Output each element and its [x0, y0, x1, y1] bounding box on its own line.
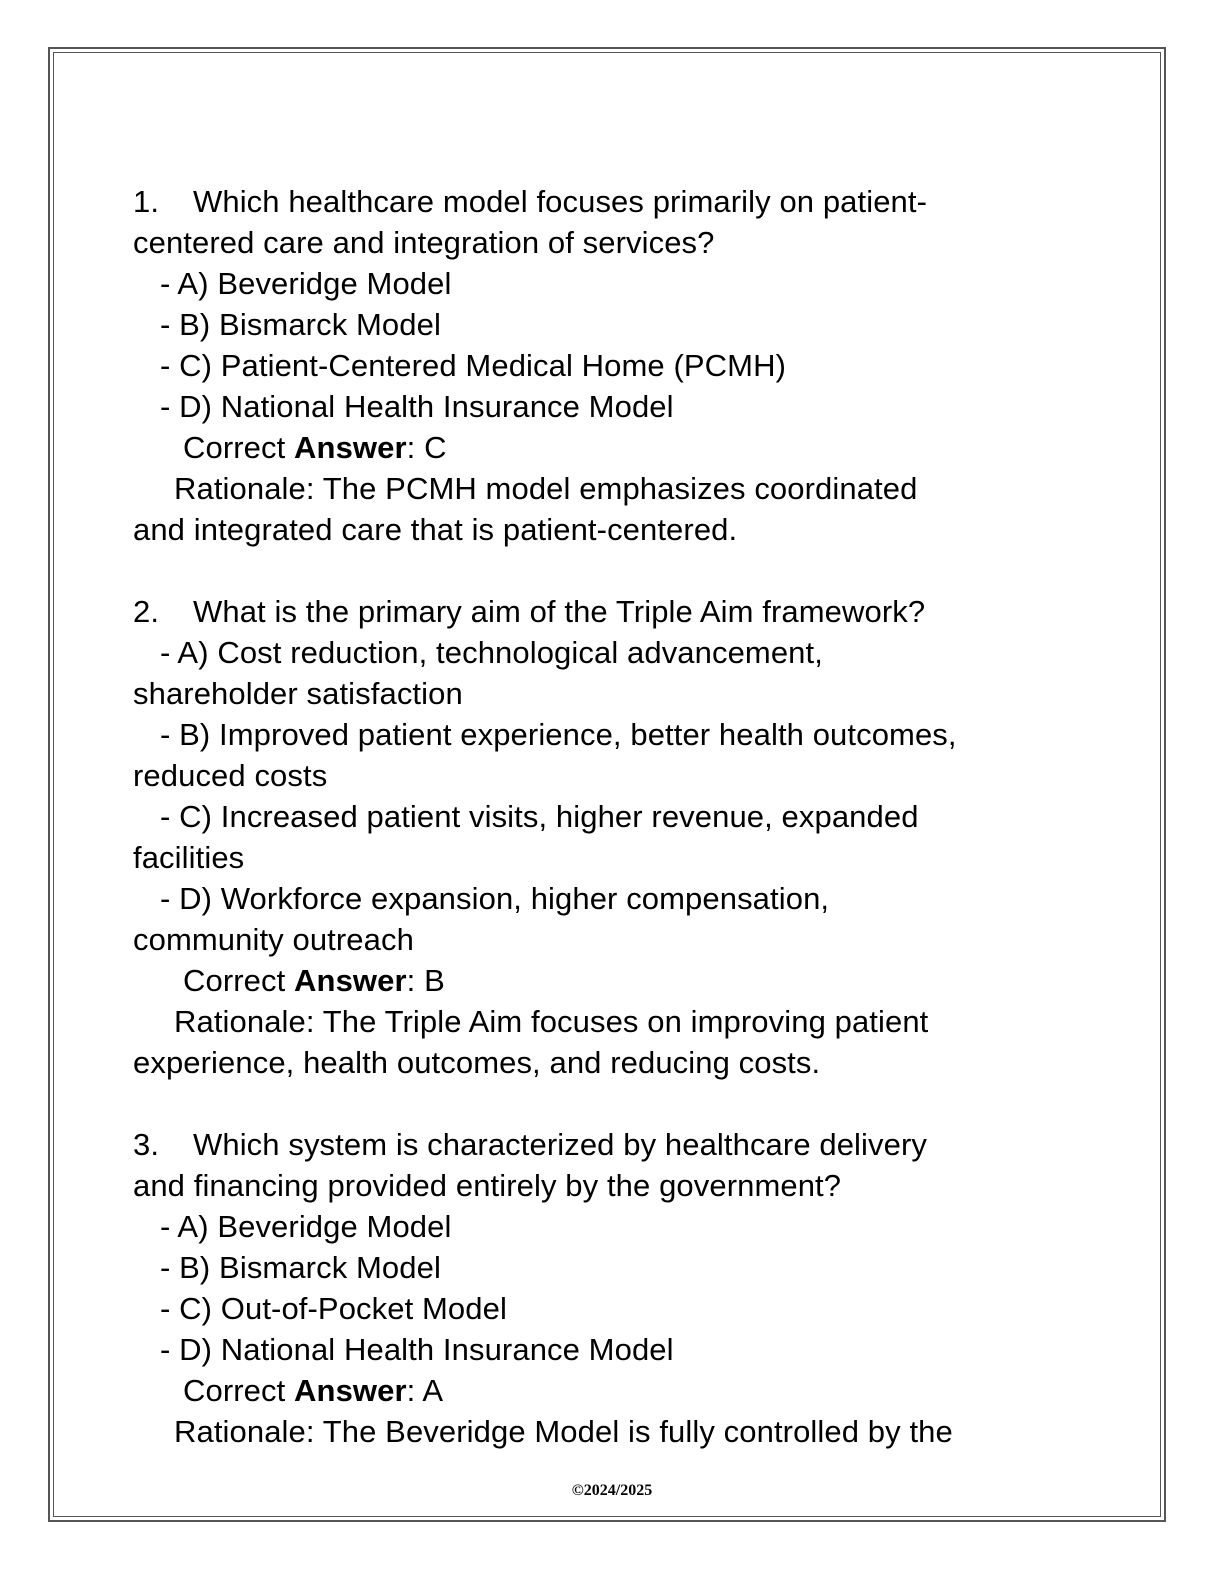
option-c: - C) Out-of-Pocket Model: [160, 1291, 507, 1326]
question-3: [133, 1124, 1093, 1452]
option-b: - B) Improved patient experience, better health outcomes,: [160, 717, 957, 752]
question-text-continued: and financing provided entirely by the government?: [133, 1168, 842, 1203]
answer-label: Answer: [294, 430, 407, 465]
question-text: What is the primary aim of the Triple Aim framework?: [193, 594, 926, 629]
option-d: - D) Workforce expansion, higher compensation,: [160, 881, 830, 916]
rationale: Rationale: The PCMH model emphasizes coordinated: [174, 471, 918, 506]
option-c: - C) Increased patient visits, higher revenue, expanded: [160, 799, 919, 834]
correct-answer: [133, 1370, 1093, 1411]
copyright-footer: ©2024/2025: [571, 1482, 653, 1499]
option-b: - B) Bismarck Model: [160, 307, 441, 342]
question-2: [133, 591, 1093, 1083]
option-c-continued: facilities: [133, 840, 245, 875]
option-b-continued: reduced costs: [133, 758, 328, 793]
question-text: Which system is characterized by healthcare delivery: [193, 1127, 927, 1162]
answer-prefix: Correct: [183, 430, 295, 465]
question-stem: [133, 591, 1093, 632]
question-number: 1.: [133, 184, 160, 219]
answer-prefix: Correct: [183, 1373, 295, 1408]
rationale-continued: and integrated care that is patient-centered.: [133, 512, 738, 547]
spacer: [133, 1083, 1093, 1124]
document-body: [133, 181, 1093, 1452]
answer-value: : A: [406, 1373, 444, 1408]
answer-value: : B: [406, 963, 445, 998]
option-d: - D) National Health Insurance Model: [160, 1332, 674, 1367]
answer-label: Answer: [294, 1373, 407, 1408]
answer-prefix: Correct: [183, 963, 295, 998]
question-stem: [133, 1124, 1093, 1165]
spacer: [133, 550, 1093, 591]
option-b: - B) Bismarck Model: [160, 1250, 441, 1285]
option-a-continued: shareholder satisfaction: [133, 676, 463, 711]
option-d: - D) National Health Insurance Model: [160, 389, 674, 424]
question-text: Which healthcare model focuses primarily on patient-: [193, 184, 928, 219]
question-1: [133, 181, 1093, 550]
question-number: 3.: [133, 1127, 160, 1162]
rationale: Rationale: The Beveridge Model is fully controlled by the: [174, 1414, 953, 1449]
question-text-continued: centered care and integration of services?: [133, 225, 715, 260]
option-a: - A) Beveridge Model: [160, 266, 452, 301]
answer-value: : C: [406, 430, 447, 465]
option-d-continued: community outreach: [133, 922, 414, 957]
correct-answer: [133, 427, 1093, 468]
option-c: - C) Patient-Centered Medical Home (PCMH): [160, 348, 786, 383]
question-number: 2.: [133, 594, 160, 629]
rationale: Rationale: The Triple Aim focuses on improving patient: [174, 1004, 929, 1039]
correct-answer: [133, 960, 1093, 1001]
option-a: - A) Beveridge Model: [160, 1209, 452, 1244]
question-stem: [133, 181, 1093, 222]
answer-label: Answer: [294, 963, 407, 998]
option-a: - A) Cost reduction, technological advancement,: [160, 635, 823, 670]
rationale-continued: experience, health outcomes, and reducing costs.: [133, 1045, 821, 1080]
